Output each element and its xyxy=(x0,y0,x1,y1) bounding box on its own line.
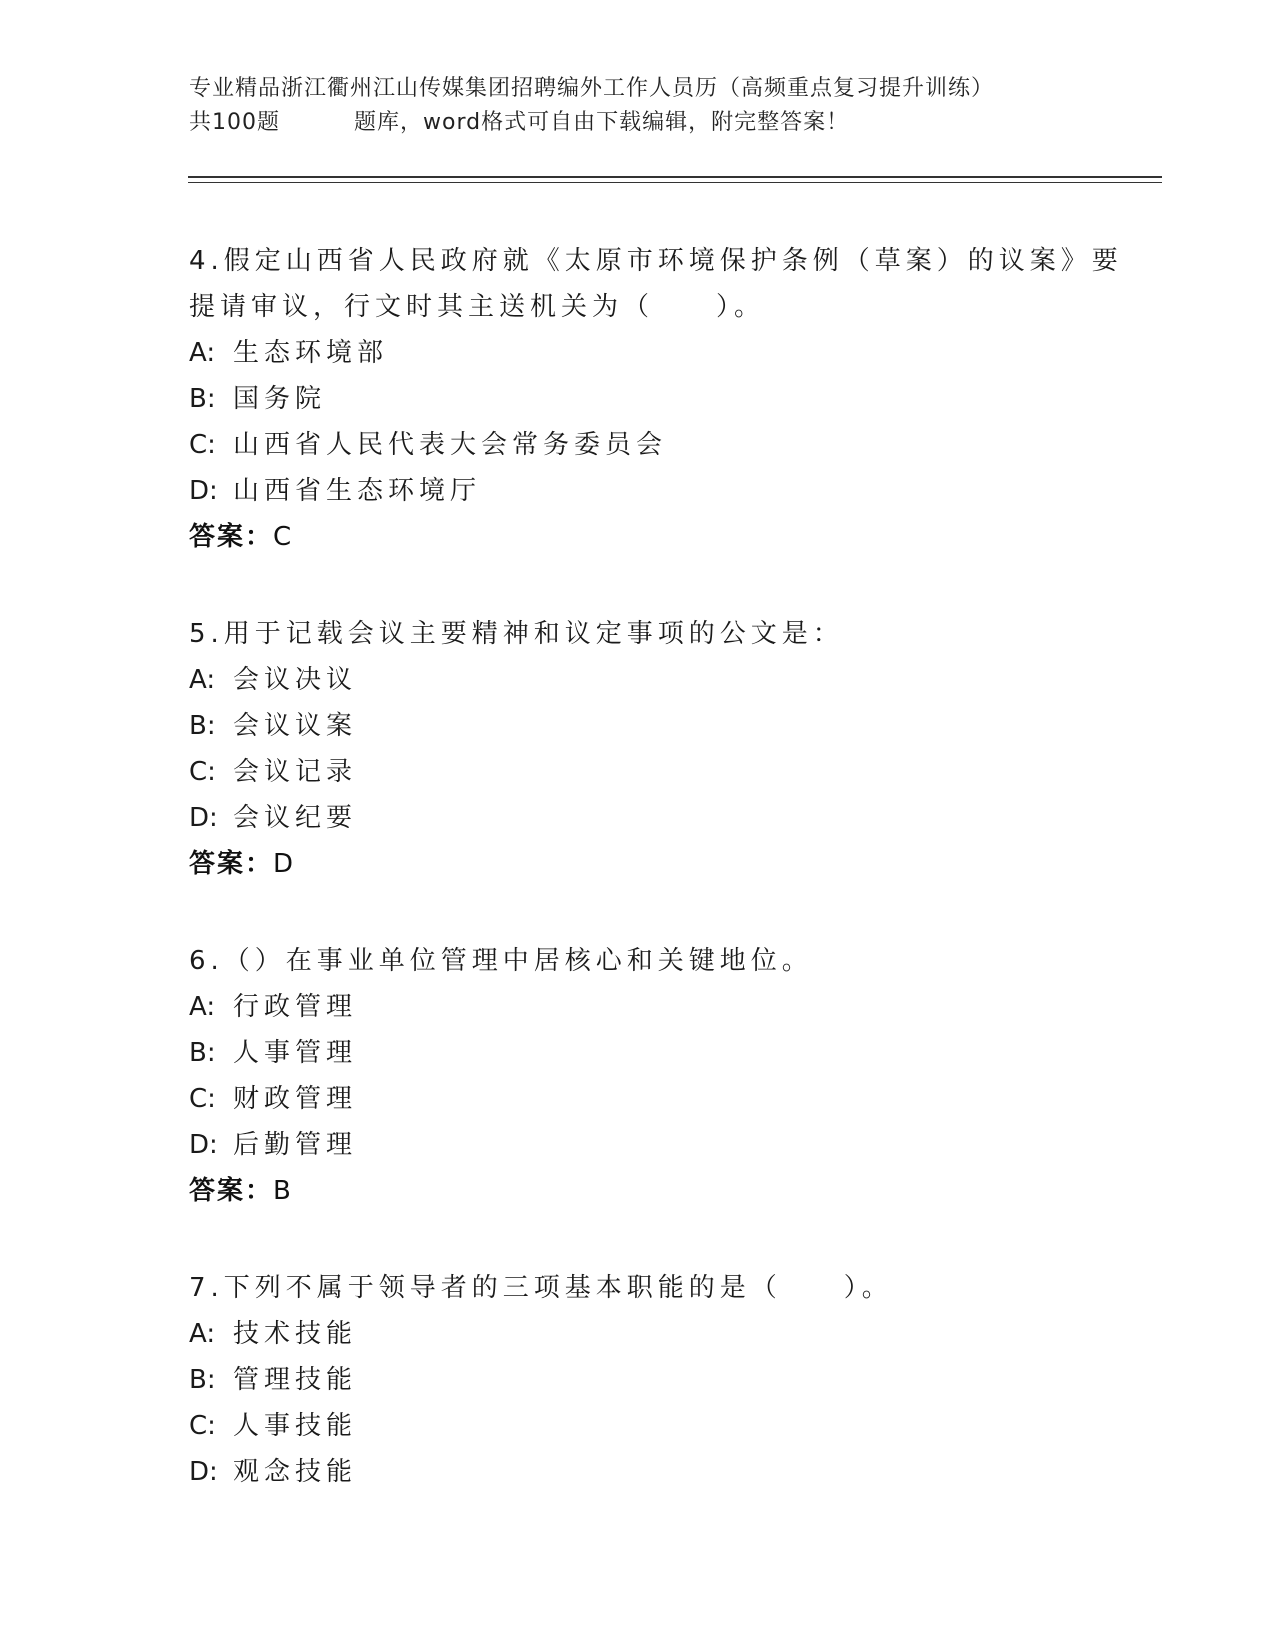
answer-line xyxy=(189,1168,1149,1214)
question-stem: 5.用于记载会议主要精神和议定事项的公文是： xyxy=(189,619,844,649)
option-c xyxy=(189,1076,1149,1122)
option-text: 国务院 xyxy=(233,384,327,414)
option-text: 后勤管理 xyxy=(233,1130,358,1160)
option-text: 山西省生态环境厅 xyxy=(233,476,482,506)
option-text: 观念技能 xyxy=(233,1457,358,1487)
option-b xyxy=(189,376,1149,422)
option-key: C: xyxy=(189,430,216,460)
option-text: 行政管理 xyxy=(233,992,358,1022)
question-6 xyxy=(189,938,1149,1214)
question-stem: 6.（）在事业单位管理中居核心和关键地位。 xyxy=(189,946,813,976)
option-key: D: xyxy=(189,803,218,833)
answer-value: D xyxy=(273,849,296,879)
option-text: 管理技能 xyxy=(233,1365,358,1395)
option-key: B: xyxy=(189,384,216,414)
option-text: 会议议案 xyxy=(233,711,358,741)
option-text: 山西省人民代表大会常务委员会 xyxy=(233,430,668,460)
answer-line xyxy=(189,514,1149,560)
header-subtitle xyxy=(189,106,1169,140)
option-d xyxy=(189,1449,1149,1495)
option-d xyxy=(189,1122,1149,1168)
option-key: C: xyxy=(189,757,216,787)
question-7 xyxy=(189,1265,1149,1495)
option-b xyxy=(189,703,1149,749)
option-key: B: xyxy=(189,711,216,741)
answer-value: C xyxy=(273,522,294,552)
header-description: 题库，word格式可自由下载编辑，附完整答案！ xyxy=(354,110,850,135)
option-key: D: xyxy=(189,1130,218,1160)
option-key: A: xyxy=(189,992,216,1022)
document-header xyxy=(189,72,1169,140)
answer-label: 答案： xyxy=(189,522,274,552)
option-c xyxy=(189,1403,1149,1449)
option-key: D: xyxy=(189,476,218,506)
answer-label: 答案： xyxy=(189,1176,274,1206)
option-c xyxy=(189,422,1149,468)
option-b xyxy=(189,1030,1149,1076)
question-list xyxy=(189,238,1149,1546)
option-text: 财政管理 xyxy=(233,1084,358,1114)
option-d xyxy=(189,468,1149,514)
question-stem: 7.下列不属于领导者的三项基本职能的是（ ）。 xyxy=(189,1273,893,1303)
option-text: 会议决议 xyxy=(233,665,358,695)
header-divider-thin xyxy=(188,182,1162,183)
option-text: 生态环境部 xyxy=(233,338,389,368)
option-a xyxy=(189,657,1149,703)
option-key: A: xyxy=(189,1319,216,1349)
option-key: B: xyxy=(189,1365,216,1395)
option-b xyxy=(189,1357,1149,1403)
option-key: B: xyxy=(189,1038,216,1068)
option-text: 人事管理 xyxy=(233,1038,358,1068)
option-text: 会议纪要 xyxy=(233,803,358,833)
option-text: 会议记录 xyxy=(233,757,358,787)
option-key: C: xyxy=(189,1411,216,1441)
answer-value: B xyxy=(273,1176,293,1206)
question-stem: 4.假定山西省人民政府就《太原市环境保护条例（草案）的议案》要提请审议，行文时其主送机关为（ ）。 xyxy=(189,246,1123,322)
option-a xyxy=(189,330,1149,376)
answer-line xyxy=(189,841,1149,887)
option-text: 技术技能 xyxy=(233,1319,358,1349)
option-a xyxy=(189,1311,1149,1357)
option-c xyxy=(189,749,1149,795)
header-count: 共100题 xyxy=(189,110,280,135)
option-text: 人事技能 xyxy=(233,1411,358,1441)
option-key: C: xyxy=(189,1084,216,1114)
option-d xyxy=(189,795,1149,841)
header-divider-thick xyxy=(188,176,1162,178)
option-a xyxy=(189,984,1149,1030)
answer-label: 答案： xyxy=(189,849,274,879)
question-5 xyxy=(189,611,1149,887)
option-key: D: xyxy=(189,1457,218,1487)
option-key: A: xyxy=(189,338,216,368)
header-title: 专业精品浙江衢州江山传媒集团招聘编外工作人员历（高频重点复习提升训练） xyxy=(189,76,995,101)
question-4 xyxy=(189,238,1149,560)
option-key: A: xyxy=(189,665,216,695)
